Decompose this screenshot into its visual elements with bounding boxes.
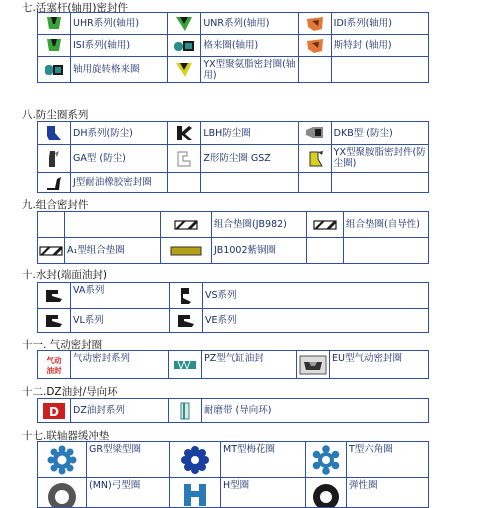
- product-link[interactable]: UNR系列(轴用): [201, 13, 298, 35]
- black-vs-seal-icon: [175, 286, 197, 306]
- product-link[interactable]: DKB型 (防尘): [331, 122, 428, 145]
- orange-lip-seal-icon: [304, 15, 326, 33]
- black-ve-seal-icon: [175, 312, 197, 330]
- cell-icon: [38, 13, 71, 35]
- section-title-dz-seals: 十二.DZ油封/导向环: [22, 386, 118, 398]
- product-link[interactable]: MT型梅花圈: [221, 442, 306, 478]
- outline-z-wiper-icon: [173, 149, 195, 169]
- product-link[interactable]: 弹性圈: [347, 478, 429, 508]
- section-title-pneumatic-seals: 十一. 气动密封圈: [22, 339, 103, 351]
- section-title-coupling-buffers: 十七.联轴器缓冲垫: [22, 430, 110, 442]
- product-link[interactable]: YX型聚氨脂密封圈(轴用): [201, 57, 298, 83]
- product-link[interactable]: 耐磨带 (导向环): [202, 399, 429, 423]
- combo-washer-icon: [173, 218, 199, 232]
- product-link[interactable]: (MN)弓型圈: [87, 478, 170, 508]
- yellow-v-seal-icon: [173, 61, 195, 79]
- product-link[interactable]: A₁型组合垫圈: [65, 238, 161, 264]
- black-va-seal-icon: [43, 287, 65, 305]
- section-title-dust-seals: 八.防尘圈系列: [22, 109, 89, 121]
- section-title-water-seals: 十.水封(端面油封): [22, 269, 108, 281]
- blue-hex-icon: [311, 445, 341, 475]
- product-link[interactable]: DZ油封系列: [71, 399, 169, 423]
- product-link[interactable]: ISI系列(轴用): [71, 35, 168, 57]
- table-dust-seals: [37, 121, 429, 193]
- table-pneumatic-seals: [37, 350, 429, 379]
- teal-pz-seal-icon: [172, 358, 198, 372]
- green-v-seal-icon: [173, 15, 195, 33]
- product-link[interactable]: 轴用旋转格来圈: [71, 57, 168, 83]
- product-link[interactable]: J型耐油橡胶密封圈: [71, 173, 168, 193]
- red-pneumatic-text-icon: [40, 354, 68, 376]
- product-link[interactable]: VL系列: [71, 309, 170, 333]
- product-link[interactable]: GR型梁型圈: [87, 442, 170, 478]
- black-ring-icon: [310, 479, 342, 507]
- blue-gear-icon: [47, 445, 77, 475]
- product-link[interactable]: VA系列: [71, 283, 170, 309]
- black-j-seal-icon: [43, 175, 65, 191]
- svg-text:气动: 气动: [46, 355, 62, 365]
- black-vl-seal-icon: [43, 312, 65, 330]
- teal-rotary-seal-icon: [43, 62, 65, 78]
- product-link[interactable]: T型六角圈: [347, 442, 429, 478]
- grey-dkb-wiper-icon: [303, 124, 327, 142]
- table-combination-seals: [37, 211, 429, 264]
- product-link[interactable]: H型圈: [221, 478, 306, 508]
- combo-washer-icon: [38, 244, 64, 258]
- black-k-wiper-icon: [173, 124, 195, 142]
- yellow-wiper-icon: [304, 149, 326, 169]
- grey-ring-icon: [46, 479, 78, 507]
- green-u-seal-icon: [43, 37, 65, 55]
- product-link[interactable]: 格来圈(轴用): [201, 35, 298, 57]
- combo-washer-icon: [312, 218, 338, 232]
- product-link[interactable]: VS系列: [203, 283, 429, 309]
- product-link[interactable]: IDI系列(轴用): [331, 13, 428, 35]
- product-link[interactable]: PZ型气缸油封: [202, 351, 297, 379]
- blue-flower-icon: [180, 445, 210, 475]
- product-link[interactable]: JB1002紫铜圈: [212, 238, 307, 264]
- blue-h-icon: [180, 480, 210, 506]
- grey-eu-seal-icon: [299, 354, 327, 376]
- table-dz-seals: [37, 398, 429, 423]
- table-water-seals: [37, 282, 429, 333]
- product-link[interactable]: EU型气动密封圈: [330, 351, 429, 379]
- product-link[interactable]: GA型 (防尘): [71, 145, 168, 173]
- copper-pad-icon: [169, 245, 203, 257]
- green-u-seal-icon: [43, 15, 65, 33]
- product-link[interactable]: 组合垫圈(自导性): [344, 212, 429, 238]
- product-link[interactable]: DH系列(防尘): [71, 122, 168, 145]
- svg-text:油封: 油封: [46, 365, 62, 375]
- blue-wiper-icon: [43, 124, 65, 142]
- product-link[interactable]: VE系列: [203, 309, 429, 333]
- table-coupling-buffers: [37, 441, 429, 508]
- section-title-piston-rod-seals: 七.活塞杆(轴用)密封件: [22, 2, 129, 14]
- product-link[interactable]: YX型聚胺脂密封件(防尘圈): [331, 145, 428, 173]
- table-piston-rod-seals: [37, 12, 429, 83]
- wear-strip-icon: [178, 401, 192, 421]
- teal-glyd-ring-icon: [172, 37, 196, 55]
- section-title-combination-seals: 九.组合密封件: [22, 199, 89, 211]
- product-link[interactable]: UHR系列(轴用): [71, 13, 168, 35]
- product-link[interactable]: 斯特封 (轴用): [331, 35, 428, 57]
- product-link[interactable]: 组合垫圈(JB982): [212, 212, 307, 238]
- product-link[interactable]: Z形防尘圈 GSZ: [201, 145, 298, 173]
- product-link[interactable]: LBH防尘圈: [201, 122, 298, 145]
- orange-lip-seal-icon: [304, 37, 326, 55]
- product-link[interactable]: 气动密封系列: [71, 351, 169, 379]
- red-dz-logo-icon: [41, 401, 67, 421]
- black-ga-wiper-icon: [43, 149, 65, 169]
- svg-text:D: D: [49, 404, 59, 419]
